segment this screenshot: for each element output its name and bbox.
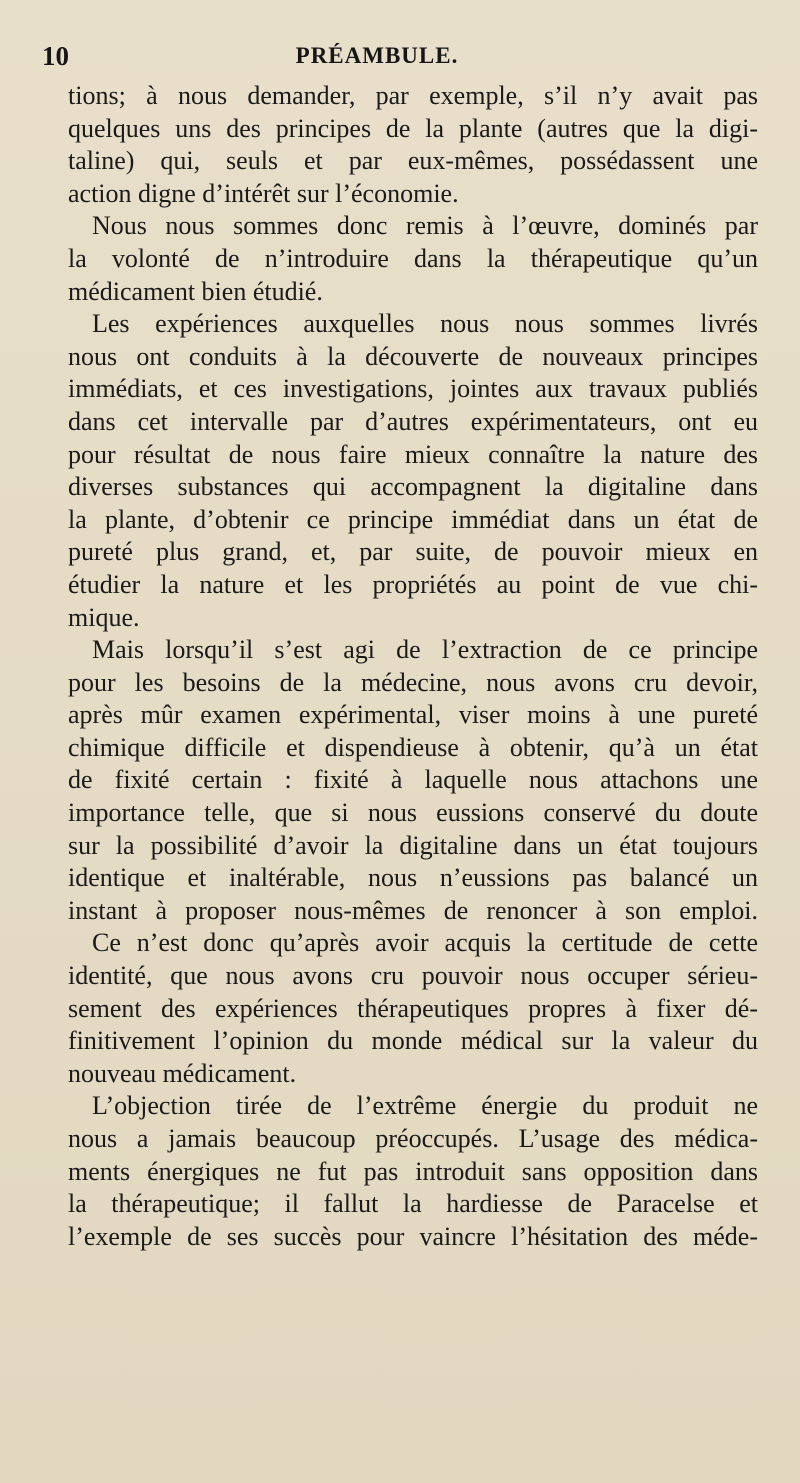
text-line: Ce n’est donc qu’après avoir acquis la certitude de cette — [92, 928, 758, 958]
text-line: pureté plus grand, et, par suite, de pouvoir mieux en — [68, 537, 758, 567]
text-line: l’exemple de ses succès pour vaincre l’hésitation des méde- — [68, 1221, 758, 1251]
text-line: pour les besoins de la médecine, nous avons cru devoir, — [68, 667, 758, 697]
text-line: mique. — [68, 602, 140, 632]
text-line: Mais lorsqu’il s’est agi de l’extraction de ce principe — [92, 635, 758, 665]
text-line: immédiats, et ces investigations, jointes aux travaux publiés — [68, 374, 758, 404]
text-line: sement des expériences thérapeutiques propres à fixer dé- — [68, 993, 758, 1023]
text-line: tions; à nous demander, par exemple, s’il n’y avait pas — [68, 81, 758, 110]
text-line: de fixité certain : fixité à laquelle nous attachons une — [68, 765, 758, 795]
page-header — [42, 38, 762, 74]
text-line: la volonté de n’introduire dans la thérapeutique qu’un — [68, 243, 758, 273]
text-line: instant à proposer nous-mêmes de renoncer à son emploi. — [68, 895, 758, 925]
text-line: pour résultat de nous faire mieux connaître la nature des — [68, 439, 758, 469]
text-line: la thérapeutique; il fallut la hardiesse de Paracelse et — [68, 1189, 758, 1219]
text-line: identique et inaltérable, nous n’eussions pas balancé un — [68, 863, 758, 893]
page-number: 10 — [42, 41, 69, 71]
text-line: importance telle, que si nous eussions conservé du doute — [68, 798, 758, 828]
text-line: étudier la nature et les propriétés au point de vue chi- — [68, 569, 758, 599]
text-line: L’objection tirée de l’extrême énergie du produit ne — [92, 1091, 758, 1121]
text-line: dans cet intervalle par d’autres expérimentateurs, ont eu — [68, 406, 758, 436]
text-line: médicament bien étudié. — [68, 276, 323, 306]
text-line: après mûr examen expérimental, viser moins à une pureté — [68, 700, 758, 730]
text-line: taline) qui, seuls et par eux-mêmes, possédassent une — [68, 146, 758, 176]
text-line: ments énergiques ne fut pas introduit sans opposition dans — [68, 1156, 758, 1186]
text-line: identité, que nous avons cru pouvoir nous occuper sérieu- — [68, 961, 758, 991]
text-line: diverses substances qui accompagnent la digitaline dans — [68, 472, 758, 502]
text-line: sur la possibilité d’avoir la digitaline dans un état toujours — [68, 830, 758, 860]
text-line: quelques uns des principes de la plante (autres que la digi- — [68, 113, 758, 143]
text-line: nous ont conduits à la découverte de nouveaux principes — [68, 341, 758, 371]
text-line: Les expériences auxquelles nous nous sommes livrés — [92, 309, 758, 339]
text-line: la plante, d’obtenir ce principe immédiat dans un état de — [68, 504, 758, 534]
text-line: Nous nous sommes donc remis à l’œuvre, dominés par — [92, 211, 758, 241]
body-text — [68, 80, 758, 1253]
text-line: chimique difficile et dispendieuse à obtenir, qu’à un état — [68, 732, 758, 762]
text-line: finitivement l’opinion du monde médical sur la valeur du — [68, 1026, 758, 1056]
text-line: action digne d’intérêt sur l’économie. — [68, 178, 459, 208]
text-line: nouveau médicament. — [68, 1058, 297, 1088]
running-head: PRÉAMBULE. — [295, 43, 459, 68]
text-line: nous a jamais beaucoup préoccupés. L’usage des médica- — [68, 1124, 758, 1153]
